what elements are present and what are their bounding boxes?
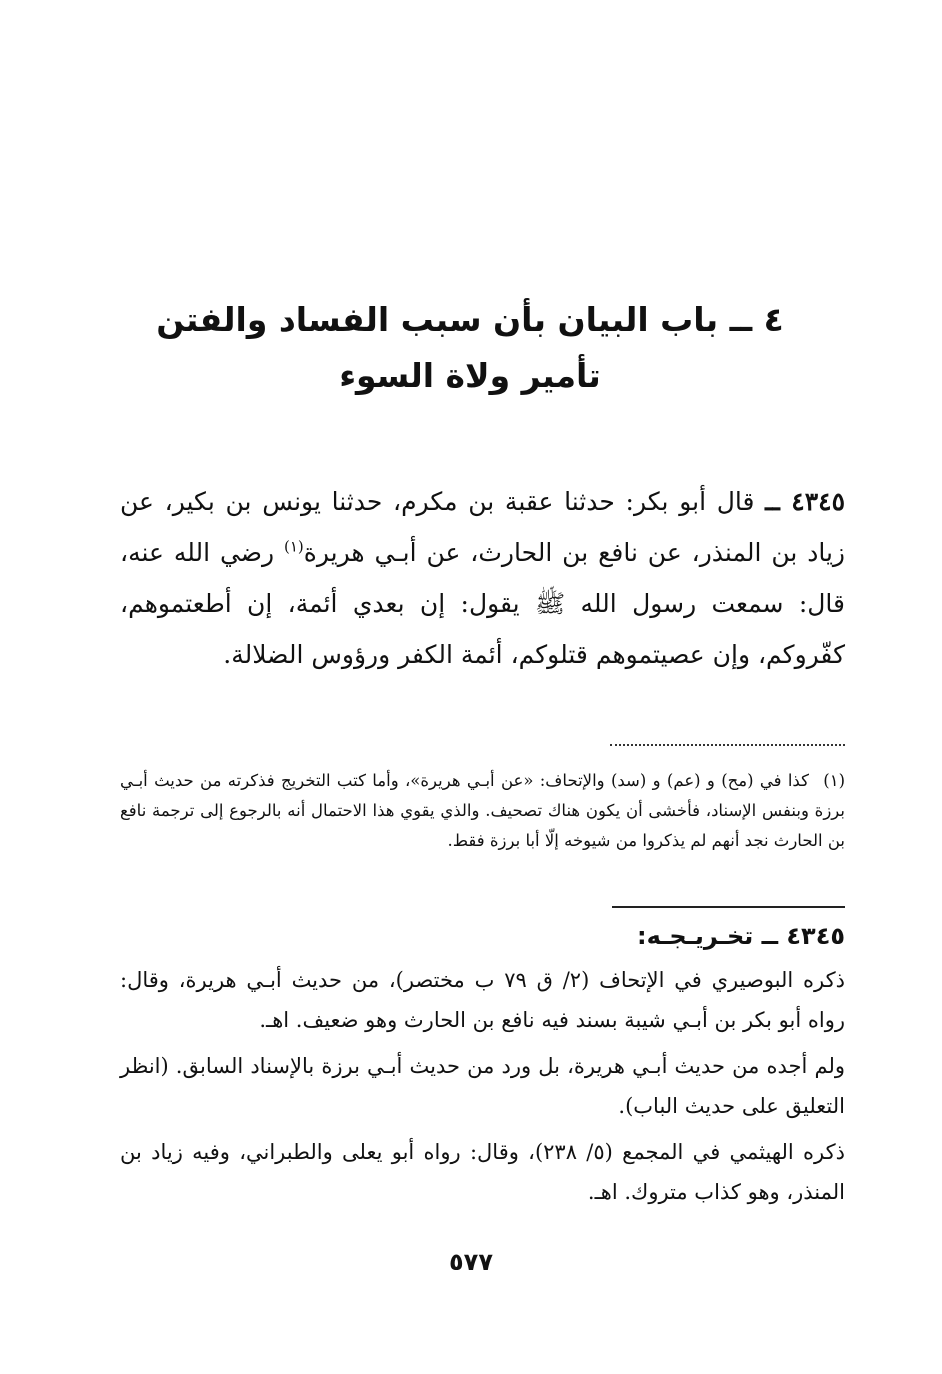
chapter-subtitle: تأمير ولاة السوء [339,356,601,395]
section-divider [612,906,845,908]
takhrij-paragraph: ولم أجده من حديث أبـي هريرة، بل ورد من حديث أبـي برزة بالإسناد السابق. (انظر التعليق على حديث الباب). [120,1054,845,1118]
footnote-marker: (١) [284,537,304,556]
takhrij-paragraph: ذكره البوصيري في الإتحاف (٢/ ق ٧٩ ب مختصر)، من حديث أبـي هريرة، وقال: رواه أبو بكر بن أبـي شيبة بسند فيه نافع بن الحارث وهو ضعيف. اهـ. [120,968,845,1032]
hadith-text [120,476,845,680]
footnote [120,766,845,856]
chapter-title: ٤ ــ باب البيان بأن سبب الفساد والفتن [156,300,784,339]
footnote-separator [610,738,845,746]
takhrij-heading: ٤٣٤٥ ــ تخـريـجـه: [636,922,845,950]
page-number: ٥٧٧ [449,1248,493,1276]
footnote-number: (١) [823,771,845,790]
takhrij-paragraph: ذكره الهيثمي في المجمع (٥/ ٢٣٨)، وقال: رواه أبو يعلى والطبراني، وفيه زياد بن المنذر، وهو كذاب متروك. اهـ. [120,1140,845,1204]
takhrij-body [120,960,845,1218]
hadith-text-part1: قال أبو بكر: حدثنا عقبة بن مكرم، حدثنا يونس بن بكير، عن زياد بن المنذر، عن نافع بن الحارث، عن أبـي هريرة [120,487,846,567]
hadith-number: ٤٣٤٥ ــ [765,487,845,516]
footnote-text: كذا في (مح) و (عم) و (سد) والإتحاف: «عن أبـي هريرة»، وأما كتب التخريج فذكرته من حديث أبـي برزة وبنفس الإسناد، فأخشى أن يكون هناك تصحيف. والذي يقوي هذا الاحتمال أنه بالرجوع إلى ترجمة نافع بن الحارث نجد أنهم لم يذكروا من شيوخه إلّا أبا برزة فقط. [120,771,845,850]
hadith-text-part2: رضي الله عنه، قال: سمعت رسول الله ﷺ يقول: إن بعدي أئمة، إن أطعتموهم، كفّروكم، وإن عصيتموهم قتلوكم، أئمة الكفر ورؤوس الضلالة. [120,538,845,669]
